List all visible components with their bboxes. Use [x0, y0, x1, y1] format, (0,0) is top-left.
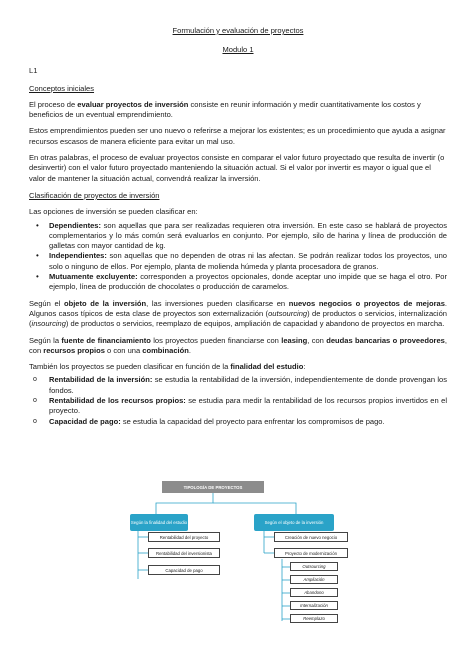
diagram-subleaf: Reemplazo: [290, 614, 338, 623]
tipologia-diagram: [114, 481, 350, 625]
diagram-subleaf: Ampliación: [290, 575, 338, 584]
section-label: L1: [29, 66, 38, 76]
paragraph-finalidad: También los proyectos se pueden clasificar en función de la finalidad del estudio:: [29, 362, 306, 372]
diagram-root: TIPOLOGÍA DE PROYECTOS: [162, 481, 264, 493]
paragraph-1: El proceso de evaluar proyectos de inversión consiste en reunir información y medir cuantitativamente los costos y beneficios de un eventual emprendimiento.: [29, 99, 421, 120]
list-item: o Rentabilidad de la inversión: se estudia la rentabilidad de la inversión, independientemente de donde provengan los fondos.: [33, 375, 447, 395]
list-item: o Rentabilidad de los recursos propios: se estudia para medir la rentabilidad de los recursos propios invertidos en el proyecto.: [33, 396, 448, 416]
diagram-leaf: Rentabilidad del proyecto: [148, 532, 220, 542]
finalidad-list: [29, 375, 447, 426]
diagram-subleaf: Internalización: [290, 601, 338, 610]
paragraph-3: En otras palabras, el proceso de evaluar proyectos consiste en comparar el valor futuro proyectado que resulta de invertir (o desinvertir) con el valor futuro proyectado manteniendo la situación actual. Si el valor por invertir es mayor o igual que el valor de mantener la situación actual, convendrá realizar la inversión.: [29, 153, 445, 183]
list-item: o Capacidad de pago: se estudia la capacidad del proyecto para enfrentar los compromisos de pago.: [33, 416, 385, 426]
classification-list: [29, 221, 447, 293]
paragraph-objeto: Según el objeto de la inversión, las inversiones pueden clasificarse en nuevos negocios o proyectos de mejoras. Algunos casos típicos de esta clase de proyectos son externalización (outsourcing) de productos o servicios, internalización (insourcing) de productos o servicios, reemplazo de equipos, ampliación de capacidad y abandono de proyectos en marcha.: [29, 298, 448, 329]
module-title: Modulo 1: [222, 45, 254, 54]
diagram-subleaf: Abandono: [290, 588, 338, 597]
heading-clasificacion: Clasificación de proyectos de inversión: [29, 190, 160, 200]
diagram-subleaf: Outsourcing: [290, 562, 338, 571]
list-item: • Independientes: son aquellas que no dependen de otras ni las afectan. Se podrán realizar todos los proyectos, uno solo o ninguno de ellos. Por ejemplo, planta de molienda húmeda y planta procesadora de granos.: [36, 251, 447, 271]
diagram-head-finalidad: Según la finalidad del estudio: [130, 514, 188, 531]
paragraph-4: Las opciones de inversión se pueden clasificar en:: [29, 207, 198, 217]
heading-conceptos: Conceptos iniciales: [29, 83, 95, 93]
paragraph-2: Estos emprendimientos pueden ser uno nuevo o referirse a mejorar los existentes; es un procedimiento que ayuda a asignar recursos escasos de manera eficiente para evitar un mal uso.: [29, 126, 446, 146]
diagram-head-objeto: Según el objeto de la inversión: [254, 514, 334, 531]
document-title: Formulación y evaluación de proyectos: [172, 26, 304, 35]
document-page: [29, 26, 447, 427]
diagram-leaf: Creación de nuevo negocio: [274, 532, 348, 542]
diagram-leaf: Proyecto de modernización: [274, 548, 348, 558]
list-item: • Dependientes: son aquellas que para ser realizadas requieren otra inversión. En este caso se hablará de proyectos complementarios y lo más común será evaluarlos en conjunto. Por ejemplo, silo de harina y línea de producción de galletas con mayor cantidad de kg.: [36, 220, 447, 251]
paragraph-financiamiento: Según la fuente de financiamiento los proyectos pueden financiarse con leasing, con deudas bancarias o proveedores, con recursos propios o con una combinación.: [29, 335, 447, 355]
diagram-leaf: Rentabilidad del inversionista: [148, 548, 220, 558]
list-item: • Mutuamente excluyente: corresponden a proyectos opcionales, donde aceptar uno impide que se haga el otro. Por ejemplo, línea de producción de chocolates o producción de caramelos.: [36, 272, 447, 292]
diagram-leaf: Capacidad de pago: [148, 565, 220, 575]
